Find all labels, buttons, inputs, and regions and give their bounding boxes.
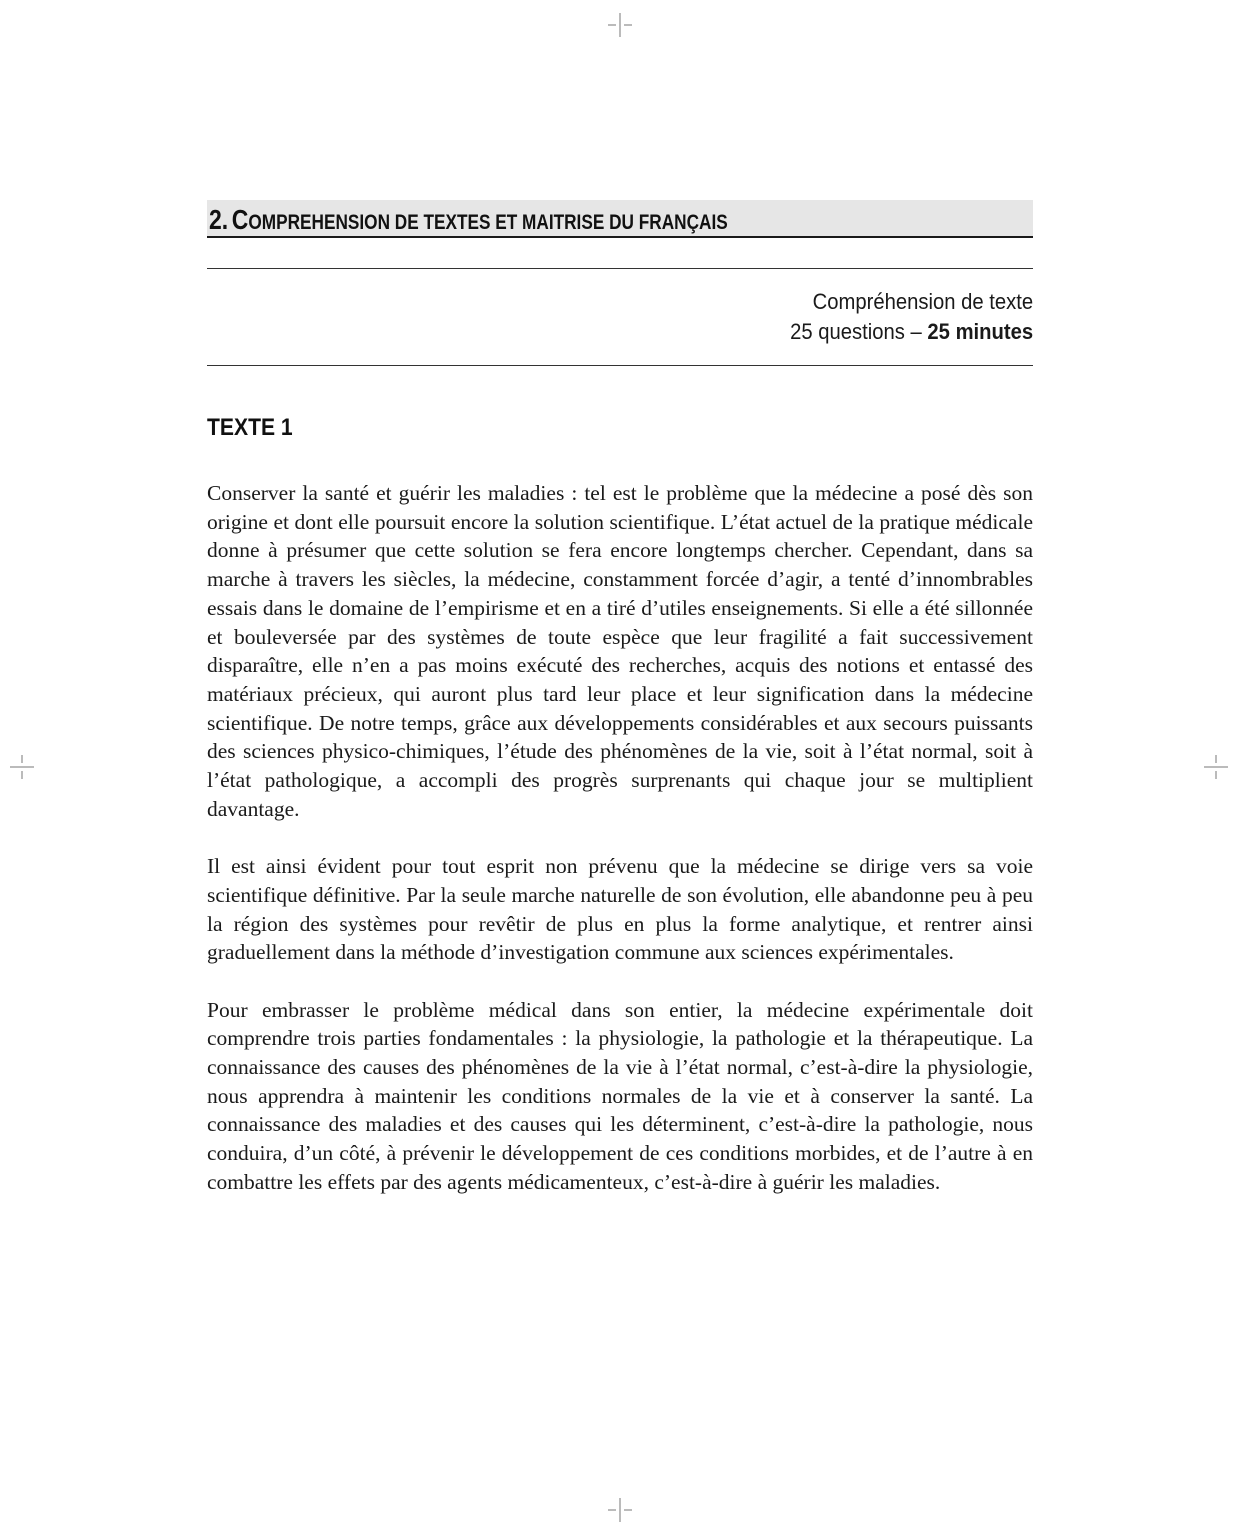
crop-mark-bottom — [605, 1495, 635, 1525]
divider-top — [207, 268, 1033, 269]
exercise-duration: 25 minutes — [927, 319, 1033, 344]
section-number: 2. — [209, 204, 229, 235]
exercise-type: Compréhension de texte — [812, 289, 1033, 314]
section-title-initial: C — [231, 204, 249, 235]
text-body — [207, 479, 1033, 1225]
crop-mark-right — [1201, 752, 1231, 782]
divider-bottom — [207, 365, 1033, 366]
paragraph-3: Pour embrasser le problème médical dans son entier, la médecine expérimentale doit comprendre trois parties fondamentales : la physiologie, la pathologie et la thérapeutique. La connaissance des causes des phénomènes de la vie à l’état normal, c’est-à-dire la physiologie, nous apprendra à maintenir les conditions normales de la vie et à conserver la santé. La connaissance des maladies et des causes qui les déterminent, c’est-à-dire la pathologie, nous conduira, d’un côté, à prévenir le développement de ces conditions morbides, et de l’autre à en combattre les effets par des agents médicamenteux, c’est-à-dire à guérir les maladies. — [207, 997, 1033, 1194]
crop-mark-top — [605, 10, 635, 40]
section-title-rest: OMPREHENSION DE TEXTES ET MAITRISE DU FRANÇAIS — [248, 211, 728, 234]
section-title — [209, 206, 728, 234]
exercise-info — [790, 317, 1033, 347]
crop-mark-left — [7, 752, 37, 782]
paragraph-1: Conserver la santé et guérir les maladies : tel est le problème que la médecine a posé dès son origine et dont elle poursuit encore la solution scientifique. L’état actuel de la pratique médicale donne à présumer que cette solution se fera encore longtemps chercher. Cependant, dans sa marche à travers les siècles, la médecine, constamment forcée d’agir, a tenté d’innombrables essais dans le domaine de l’empirisme et en a tiré d’utiles enseignements. Si elle a été sillonnée et bouleversée par des systèmes de toute espèce que leur fragilité a fait successivement disparaître, elle n’en a pas moins exécuté des recherches, acquis des notions et entassé des matériaux précieux, qui auront plus tard leur place et leur signification dans la médecine scientifique. De notre temps, grâce aux développements considérables et aux secours puissants des sciences physico-chimiques, l’étude des phénomènes de la vie, soit à l’état normal, soit à l’état pathologique, a accompli des progrès surprenants qui chaque jour se multiplient davantage. — [207, 481, 1033, 821]
question-count: 25 questions – — [789, 319, 928, 344]
section-header — [207, 200, 1033, 238]
text-heading: TEXTE 1 — [207, 414, 293, 441]
paragraph-2: Il est ainsi évident pour tout esprit non prévenu que la médecine se dirige vers sa voie scientifique définitive. Par la seule marche naturelle de son évolution, elle abandonne peu à peu la région des systèmes pour revêtir de plus en plus la forme analytique, et rentrer ainsi graduellement dans la méthode d’investigation commune aux sciences expérimentales. — [207, 854, 1033, 965]
exercise-meta — [790, 287, 1033, 347]
